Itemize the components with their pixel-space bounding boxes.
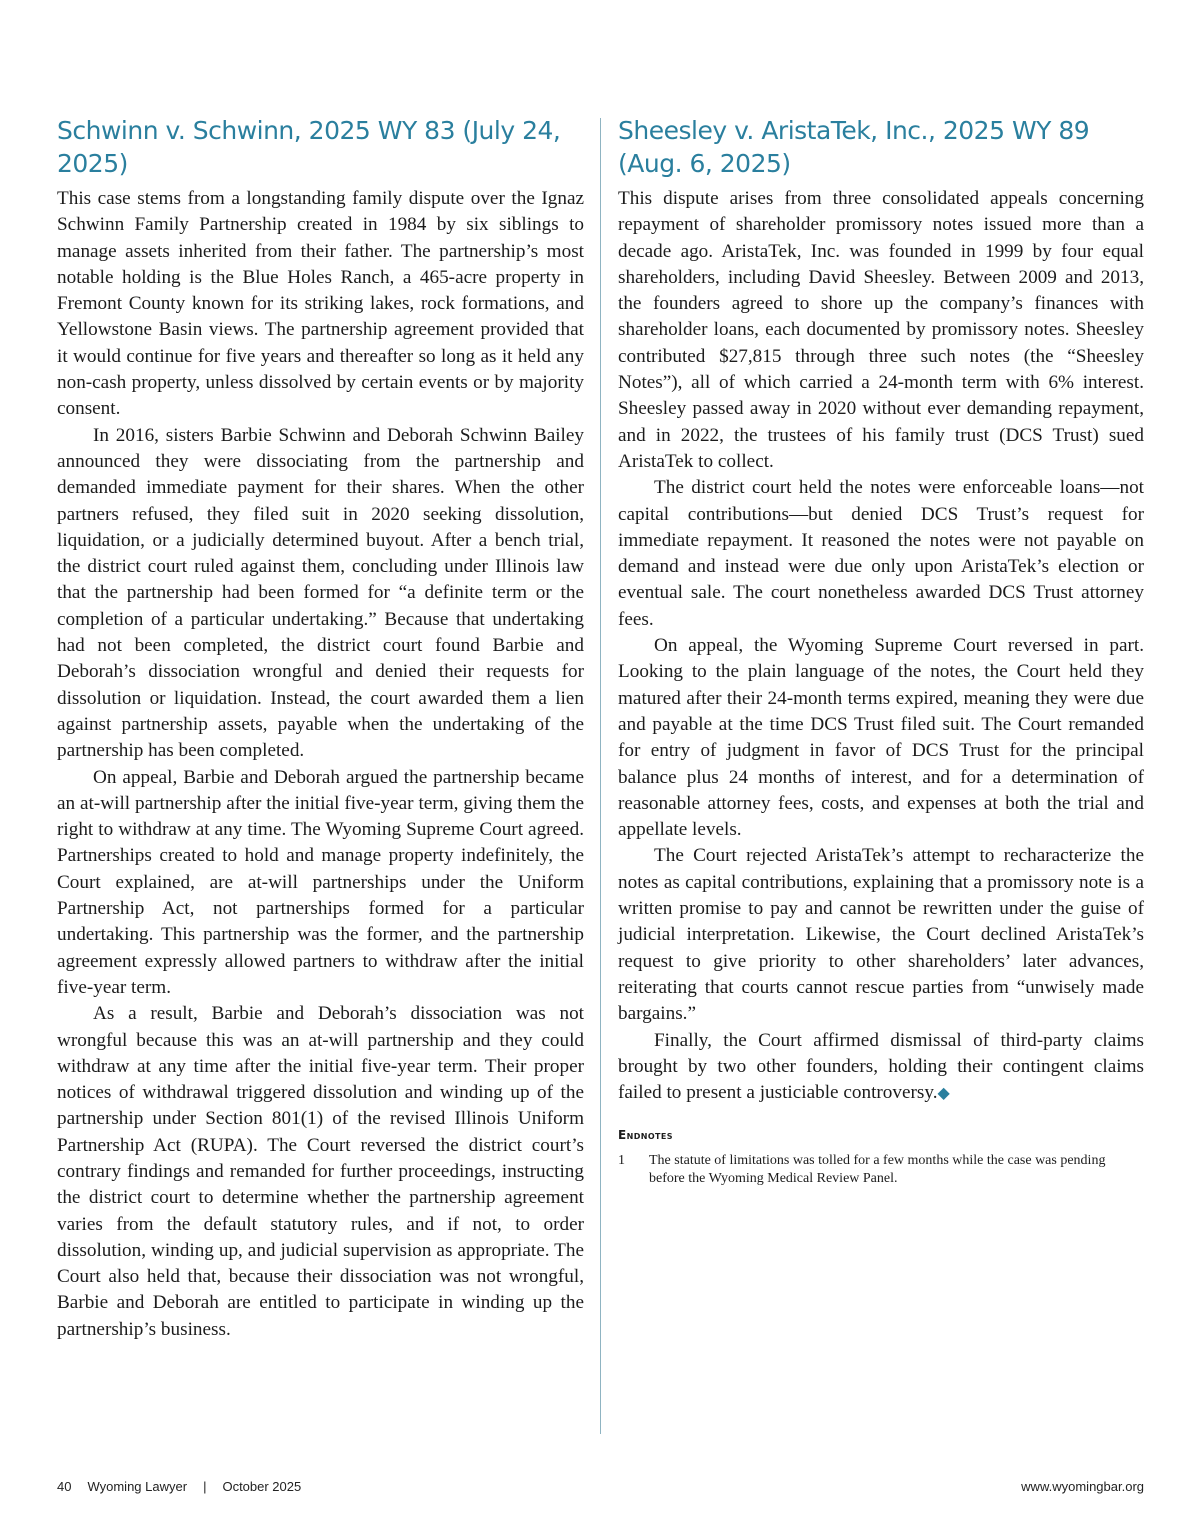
publication-name: Wyoming Lawyer	[87, 1479, 188, 1494]
footer-left	[57, 1479, 317, 1494]
article-paragraph: The district court held the notes were enforceable loans—not capital contributions—but denied DCS Trust’s request for immediate repayment. It reasoned the notes were not payable on demand and instead were due only upon AristaTek’s election or eventual sale. The court nonetheless awarded DCS Trust attorney fees.	[618, 477, 1144, 630]
page-number: 40	[57, 1479, 72, 1494]
page-footer	[57, 1479, 1144, 1497]
article-paragraph-last	[618, 1028, 1144, 1107]
article-paragraph: On appeal, the Wyoming Supreme Court reversed in part. Looking to the plain language of the notes, the Court held they matured after their 24-month terms expired, meaning they were due and payable at the time DCS Trust filed suit. The Court remanded for entry of judgment in favor of DCS Trust for the principal balance plus 24 months of interest, and for a determination of reasonable attorney fees, costs, and expenses at both the trial and appellate levels.	[618, 635, 1144, 841]
website-link[interactable]: www.wyomingbar.org	[1021, 1479, 1144, 1494]
article-paragraph: In 2016, sisters Barbie Schwinn and Deborah Schwinn Bailey announced they were dissociating from the partnership and demanded immediate payment for their shares. When the other partners refused, they filed suit in 2020 seeking dissolution, liquidation, or a judicially determined buyout. After a bench trial, the district court ruled against them, concluding under Illinois law that the partnership had been formed for “a definite term or the completion of a particular undertaking.” Because that undertaking had not been completed, the district court found Barbie and Deborah’s dissociation wrongful and denied their requests for dissolution or liquidation. Instead, the court awarded them a lien against partnership assets, payable when the undertaking of the partnership has been completed.	[57, 424, 584, 762]
article-paragraph: This dispute arises from three consolidated appeals concerning repayment of shareholder promissory notes issued more than a decade ago. AristaTek, Inc. was founded in 1999 by four equal shareholders, including David Sheesley. Between 2009 and 2013, the founders agreed to shore up the company’s finances with shareholder loans, each documented by promissory notes. Sheesley contributed $27,815 through three such notes (the “Sheesley Notes”), all of which carried a 24-month term with 6% interest. Sheesley passed away in 2020 without ever demanding repayment, and in 2022, the trustees of his family trust (DCS Trust) sued AristaTek to collect.	[618, 188, 1144, 472]
endnote-text: The statute of limitations was tolled for a few months while the case was pending before the Wyoming Medical Review Panel.	[649, 1153, 1106, 1187]
footer-separator: |	[203, 1479, 207, 1494]
endnote-item	[618, 1152, 1144, 1188]
article-paragraph: As a result, Barbie and Deborah’s dissociation was not wrongful because this was an at-will partnership and they could withdraw at any time after the initial five-year term. Their proper notices of withdrawal triggered dissolution and winding up of the partnership under Section 801(1) of the revised Illinois Uniform Partnership Act (RUPA). The Court reversed the district court’s contrary findings and remanded for further proceedings, instructing the district court to determine whether the partnership agreement varies from the default statutory rules, and if not, to order dissolution, winding up, and judicial supervision as appropriate. The Court also held that, because their dissociation was not wrongful, Barbie and Deborah are entitled to participate in winding up the partnership’s business.	[57, 1003, 584, 1340]
endnote-number: 1	[618, 1153, 625, 1169]
article-paragraph-text: Finally, the Court affirmed dismissal of third-party claims brought by two other founders, holding their contingent claims failed to present a justiciable controversy.	[618, 1029, 1144, 1104]
left-article	[57, 114, 584, 1343]
end-mark-diamond-icon: ◆	[937, 1083, 950, 1103]
issue-date: October 2025	[222, 1479, 302, 1494]
article-paragraph: This case stems from a longstanding family dispute over the Ignaz Schwinn Family Partnership created in 1984 by six siblings to manage assets inherited from their father. The partnership’s most notable holding is the Blue Holes Ranch, a 465-acre property in Fremont County known for its striking lakes, rock formations, and Yellowstone Basin views. The partnership agreement provided that it would continue for five years and thereafter so long as it held any non-cash property, unless dissolved by certain events or by majority consent.	[57, 188, 584, 420]
article-heading-sheesley: Sheesley v. AristaTek, Inc., 2025 WY 89 (Aug. 6, 2025)	[618, 116, 1090, 178]
article-heading-schwinn: Schwinn v. Schwinn, 2025 WY 83 (July 24, 2025)	[57, 116, 561, 178]
article-paragraph: On appeal, Barbie and Deborah argued the partnership became an at-will partnership after the initial five-year term, giving them the right to withdraw at any time. The Wyoming Supreme Court agreed. Partnerships created to hold and manage property indefinitely, the Court explained, are at-will partnerships under the Uniform Partnership Act, not partnerships formed for a particular undertaking. This partnership was the former, and the partnership agreement expressly allowed partners to withdraw after the initial five-year term.	[57, 766, 584, 998]
column-divider	[600, 118, 601, 1434]
right-article	[618, 114, 1144, 1188]
article-paragraph: The Court rejected AristaTek’s attempt to recharacterize the notes as capital contributions, explaining that a promissory note is a written promise to pay and cannot be rewritten under the guise of judicial interpretation. Likewise, the Court declined AristaTek’s request to give priority to other shareholders’ later advances, reiterating that courts cannot rescue parties from “unwisely made bargains.”	[618, 845, 1144, 1025]
endnotes-heading: Endnotes	[618, 1128, 673, 1143]
